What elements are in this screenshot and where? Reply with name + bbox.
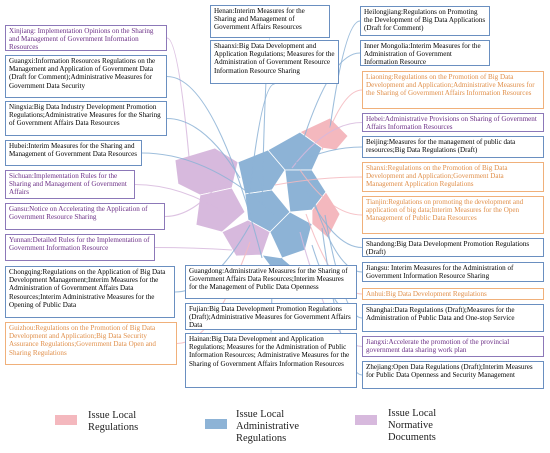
- card-hebei: [362, 113, 544, 132]
- card-zhejiang: [362, 361, 544, 389]
- card-shanghai-text: Shanghai:Data Regulations (Draft);Measures for the Administration of Public Data and One-stop Service: [366, 306, 515, 323]
- legend-swatch-administrative: [205, 419, 227, 429]
- card-xinjiang: [5, 25, 167, 51]
- card-yunnan-text: Yunnan:Detailed Rules for the Implementation of Government Information Resource: [9, 236, 150, 253]
- legend-label-regulations: Issue Local Regulations: [88, 410, 139, 433]
- card-gansu: [5, 203, 165, 230]
- card-beijing-text: Beijing:Measures for the management of public data resources;Big Data Regulations (Draft): [366, 138, 516, 155]
- legend-swatch-normative: [355, 415, 377, 425]
- card-ningxia-text: Ningxia:Big Data Industry Development Promotion Regulations;Administrative Measures for the Sharing of Government Affairs Data Resources: [9, 103, 161, 128]
- legend-label-administrative: Issue Local Administrative Regulations: [236, 409, 299, 444]
- card-heilongjiang-text: Heilongjiang:Regulations on Promoting the Development of Big Data Applications (Draft for Comment): [364, 8, 486, 33]
- card-guangdong: [185, 265, 357, 299]
- card-yunnan: [5, 234, 155, 261]
- card-shaanxi: [210, 40, 339, 84]
- card-henan-text: Henan:Interim Measures for the Sharing and Management of Government Affairs Resources: [214, 7, 305, 32]
- card-sichuan: [5, 170, 135, 199]
- card-chongqing-text: Chongqing:Regulations on the Application of Big Data Development Management;Interim Measures for the Administration of Government Affairs Data Resources;Interim Administrative Measures for the Opening of Public Data: [9, 268, 166, 309]
- card-fujian-text: Fujian:Big Data Development Promotion Regulations (Draft);Administrative Measures for Government Affairs Data: [189, 305, 351, 330]
- card-henan: [210, 5, 330, 38]
- card-hainan-text: Hainan:Big Data Development and Application Regulations; Measures for the Administration of Public Information Resources; Administrative Measures for the Sharing of Government Affairs Information Resources: [189, 335, 350, 368]
- card-jiangxi: [362, 336, 544, 357]
- connector-xinjiang: [167, 38, 190, 168]
- card-hebei-text: Hebei:Administrative Provisions on Sharing of Government Affairs Information Resources: [366, 115, 537, 132]
- card-anhui-text: Anhui:Big Data Development Regulations: [366, 290, 487, 298]
- card-guangdong-text: Guangdong:Administrative Measures for the Sharing of Government Affairs Data Resources;Interim Measures for the Management of Public Data Openness: [189, 267, 348, 292]
- map-region-northwest: [175, 148, 238, 195]
- card-fujian: [185, 303, 357, 330]
- card-hainan: [185, 333, 357, 388]
- card-guangxi-text: Guangxi:Information Resources Regulations on the Management and Application of Government Data (Draft for Comment);Administrative Measures for Government Data Security: [9, 57, 156, 90]
- card-inner-mongolia-text: Inner Mongolia:Interim Measures for the Administration of Government Information Resource: [364, 42, 481, 66]
- card-hubei: [5, 140, 142, 166]
- legend-label-normative: Issue Local Normative Documents: [388, 408, 437, 443]
- card-chongqing: [5, 266, 175, 318]
- card-shanghai: [362, 304, 544, 332]
- card-shanxi: [362, 162, 544, 192]
- card-liaoning: [362, 71, 544, 109]
- card-inner-mongolia: [360, 40, 490, 66]
- card-zhejiang-text: Zhejiang:Open Data Regulations (Draft);Interim Measures for Public Data Openness and Security Management: [366, 363, 533, 380]
- connector-yunnan: [155, 248, 232, 251]
- card-shaanxi-text: Shaanxi:Big Data Development and Application Regulations; Measures for the Administration of Government Resource Information Resource Sharing: [214, 42, 335, 75]
- card-shanxi-text: Shanxi:Regulations on the Promotion of Big Data Development and Application;Government Data Management Application Regulations: [366, 164, 508, 189]
- card-heilongjiang: [360, 6, 490, 36]
- card-guizhou: [5, 322, 177, 365]
- card-guizhou-text: Guizhou:Regulations on the Promotion of Big Data Development and Application;Big Data Security Assurance Regulations;Government Data Open and Sharing Regulations: [9, 324, 156, 357]
- legend-swatch-regulations: [55, 415, 77, 425]
- card-shandong: [362, 238, 544, 257]
- card-gansu-text: Gansu:Notice on Accelerating the Application of Government Resource Sharing: [9, 205, 148, 222]
- card-jiangsu-text: Jiangsu: Interim Measures for the Administration of Government Information Resource Sharing: [366, 264, 514, 281]
- card-guangxi: [5, 55, 167, 98]
- card-jiangxi-text: Jiangxi:Accelerate the promotion of the provincial government data sharing work plan: [366, 338, 510, 355]
- card-liaoning-text: Liaoning:Regulations on the Promotion of Big Data Development and Application;Administrative Measures for the Sharing of Government Affairs Information Resources: [366, 73, 535, 98]
- card-xinjiang-text: Xinjiang: Implementation Opinions on the Sharing and Management of Government Information Resources: [9, 27, 154, 51]
- card-shandong-text: Shandong:Big Data Development Promotion Regulations (Draft): [366, 240, 530, 257]
- card-tianjin-text: Tianjin:Regulations on promoting the development and application of big data;Interim Measures for the Open Management of Public Data Resources: [366, 198, 524, 223]
- card-anhui: [362, 288, 544, 300]
- card-jiangsu: [362, 262, 544, 282]
- card-sichuan-text: Sichuan:Implementation Rules for the Sharing and Management of Government Affairs: [9, 172, 127, 197]
- card-tianjin: [362, 196, 544, 234]
- card-hubei-text: Hubei:Interim Measures for the Sharing and Management of Government Data Resources: [9, 142, 138, 159]
- card-beijing: [362, 136, 544, 158]
- card-ningxia: [5, 101, 167, 136]
